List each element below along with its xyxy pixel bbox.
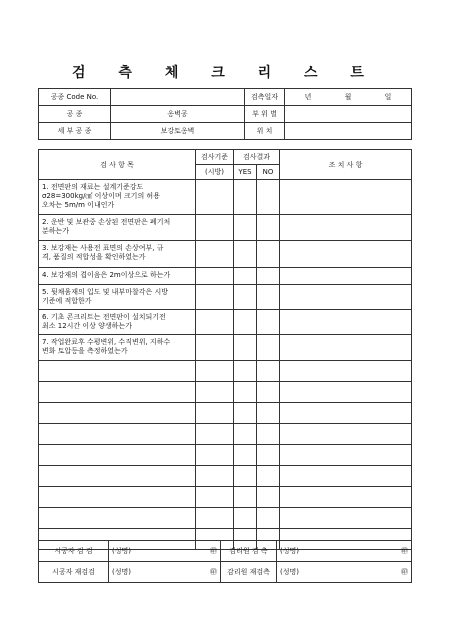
seal-icon: ㊞ xyxy=(401,547,408,555)
action-cell[interactable] xyxy=(280,268,412,285)
action-cell[interactable] xyxy=(280,403,412,424)
no-cell[interactable] xyxy=(257,382,280,403)
col-no-header: NO xyxy=(257,165,280,180)
contractor-reinspection-signature[interactable]: (성명) ㊞ xyxy=(109,562,221,583)
table-row xyxy=(39,445,412,466)
criteria-cell[interactable] xyxy=(196,180,234,215)
col-action-header: 조 치 사 항 xyxy=(280,150,412,180)
col-items-header: 검 사 항 목 xyxy=(39,150,196,180)
check-item[interactable] xyxy=(39,424,196,445)
action-cell[interactable] xyxy=(280,466,412,487)
criteria-cell[interactable] xyxy=(196,335,234,361)
part-field[interactable] xyxy=(285,106,412,123)
table-row xyxy=(39,508,412,529)
criteria-cell[interactable] xyxy=(196,285,234,310)
inspection-date-label: 검측일자 xyxy=(245,89,285,106)
criteria-cell[interactable] xyxy=(196,487,234,508)
table-row xyxy=(39,382,412,403)
criteria-cell[interactable] xyxy=(196,403,234,424)
check-item[interactable] xyxy=(39,466,196,487)
criteria-cell[interactable] xyxy=(196,508,234,529)
action-cell[interactable] xyxy=(280,285,412,310)
check-item[interactable] xyxy=(39,361,196,382)
yes-cell[interactable] xyxy=(234,285,257,310)
contractor-inspection-signature[interactable]: (성명) ㊞ xyxy=(109,541,221,562)
yes-cell[interactable] xyxy=(234,180,257,215)
no-cell[interactable] xyxy=(257,215,280,241)
check-item: 2. 운반 및 보관중 손상된 전면판은 폐기처 분하는가 xyxy=(39,215,196,241)
date-month: 월 xyxy=(344,93,352,101)
criteria-cell[interactable] xyxy=(196,310,234,335)
table-row xyxy=(39,335,412,361)
action-cell[interactable] xyxy=(280,310,412,335)
work-code-label: 공종 Code No. xyxy=(39,89,111,106)
check-item[interactable] xyxy=(39,403,196,424)
table-row xyxy=(39,466,412,487)
checklist-table xyxy=(38,149,412,550)
yes-cell[interactable] xyxy=(234,310,257,335)
action-cell[interactable] xyxy=(280,215,412,241)
yes-cell[interactable] xyxy=(234,268,257,285)
check-item[interactable] xyxy=(39,382,196,403)
check-item: 4. 보강재의 겹이음은 2m이상으로 하는가 xyxy=(39,268,196,285)
date-day: 일 xyxy=(384,93,392,101)
location-label: 위 치 xyxy=(245,123,285,140)
check-item: 6. 기초 콘크리트는 전면판이 설치되기전 최소 12시간 이상 양생하는가 xyxy=(39,310,196,335)
criteria-cell[interactable] xyxy=(196,466,234,487)
yes-cell[interactable] xyxy=(234,466,257,487)
no-cell[interactable] xyxy=(257,285,280,310)
detail-type-label: 세 부 공 종 xyxy=(39,123,111,140)
action-cell[interactable] xyxy=(280,335,412,361)
yes-cell[interactable] xyxy=(234,445,257,466)
work-code-field[interactable] xyxy=(111,89,245,106)
criteria-cell[interactable] xyxy=(196,424,234,445)
yes-cell[interactable] xyxy=(234,403,257,424)
yes-cell[interactable] xyxy=(234,487,257,508)
check-item: 1. 전면판의 재료는 설계기준강도 σ28=300kg/㎠ 이상이며 크기의 허용 오차는 5m/m 이내인가 xyxy=(39,180,196,215)
action-cell[interactable] xyxy=(280,487,412,508)
check-item[interactable] xyxy=(39,487,196,508)
table-row xyxy=(39,310,412,335)
no-cell[interactable] xyxy=(257,508,280,529)
supervisor-inspection-signature[interactable]: (성명) ㊞ xyxy=(277,541,412,562)
action-cell[interactable] xyxy=(280,361,412,382)
action-cell[interactable] xyxy=(280,445,412,466)
table-row xyxy=(39,285,412,310)
yes-cell[interactable] xyxy=(234,335,257,361)
yes-cell[interactable] xyxy=(234,382,257,403)
no-cell[interactable] xyxy=(257,335,280,361)
action-cell[interactable] xyxy=(280,382,412,403)
table-row xyxy=(39,487,412,508)
no-cell[interactable] xyxy=(257,445,280,466)
criteria-cell[interactable] xyxy=(196,361,234,382)
table-row xyxy=(39,403,412,424)
seal-icon: ㊞ xyxy=(210,568,217,576)
action-cell[interactable] xyxy=(280,508,412,529)
table-row xyxy=(39,180,412,215)
seal-icon: ㊞ xyxy=(401,568,408,576)
no-cell[interactable] xyxy=(257,268,280,285)
inspection-date-field[interactable] xyxy=(285,89,412,106)
col-criteria-sub: (시방) xyxy=(196,165,234,180)
signature-table xyxy=(38,540,412,583)
supervisor-reinspection-label: 감리원 재검측 xyxy=(221,562,277,583)
no-cell[interactable] xyxy=(257,487,280,508)
check-item[interactable] xyxy=(39,508,196,529)
location-field[interactable] xyxy=(285,123,412,140)
supervisor-inspection-label: 감리원 검 측 xyxy=(221,541,277,562)
col-criteria-header: 검사기준 xyxy=(196,150,234,165)
contractor-inspection-label: 시공자 검 검 xyxy=(39,541,109,562)
yes-cell[interactable] xyxy=(234,424,257,445)
no-cell[interactable] xyxy=(257,310,280,335)
criteria-cell[interactable] xyxy=(196,268,234,285)
table-row xyxy=(39,361,412,382)
page-title: 검 측 체 크 리 스 트 xyxy=(72,65,378,81)
table-row xyxy=(39,268,412,285)
table-row xyxy=(39,241,412,268)
yes-cell[interactable] xyxy=(234,215,257,241)
no-cell[interactable] xyxy=(257,403,280,424)
check-item[interactable] xyxy=(39,445,196,466)
criteria-cell[interactable] xyxy=(196,215,234,241)
no-cell[interactable] xyxy=(257,361,280,382)
no-cell[interactable] xyxy=(257,180,280,215)
work-type-label: 공 종 xyxy=(39,106,111,123)
col-yes-header: YES xyxy=(234,165,257,180)
date-year: 년 xyxy=(304,93,312,101)
criteria-cell[interactable] xyxy=(196,445,234,466)
seal-icon: ㊞ xyxy=(210,547,217,555)
yes-cell[interactable] xyxy=(234,241,257,268)
contractor-reinspection-label: 시공자 재검검 xyxy=(39,562,109,583)
detail-type-field[interactable]: 보강토옹벽 xyxy=(111,123,245,140)
col-result-header: 검사결과 xyxy=(234,150,280,165)
check-item: 3. 보강재는 사용전 표면의 손상여부, 규 격, 품질의 적합성을 확인하였는가 xyxy=(39,241,196,268)
part-label: 부 위 별 xyxy=(245,106,285,123)
criteria-cell[interactable] xyxy=(196,382,234,403)
no-cell[interactable] xyxy=(257,241,280,268)
table-row xyxy=(39,424,412,445)
criteria-cell[interactable] xyxy=(196,241,234,268)
header-table xyxy=(38,88,412,140)
yes-cell[interactable] xyxy=(234,508,257,529)
supervisor-reinspection-signature[interactable]: (성명) ㊞ xyxy=(277,562,412,583)
work-type-field[interactable]: 옹벽공 xyxy=(111,106,245,123)
action-cell[interactable] xyxy=(280,241,412,268)
no-cell[interactable] xyxy=(257,424,280,445)
no-cell[interactable] xyxy=(257,466,280,487)
action-cell[interactable] xyxy=(280,424,412,445)
check-item: 5. 뒷채움재의 입도 및 내부마찰각은 시방 기준에 적합한가 xyxy=(39,285,196,310)
check-item: 7. 작업완료후 수평변위, 수직변위, 지하수 변화 토압등을 측정하였는가 xyxy=(39,335,196,361)
table-row xyxy=(39,215,412,241)
yes-cell[interactable] xyxy=(234,361,257,382)
action-cell[interactable] xyxy=(280,180,412,215)
